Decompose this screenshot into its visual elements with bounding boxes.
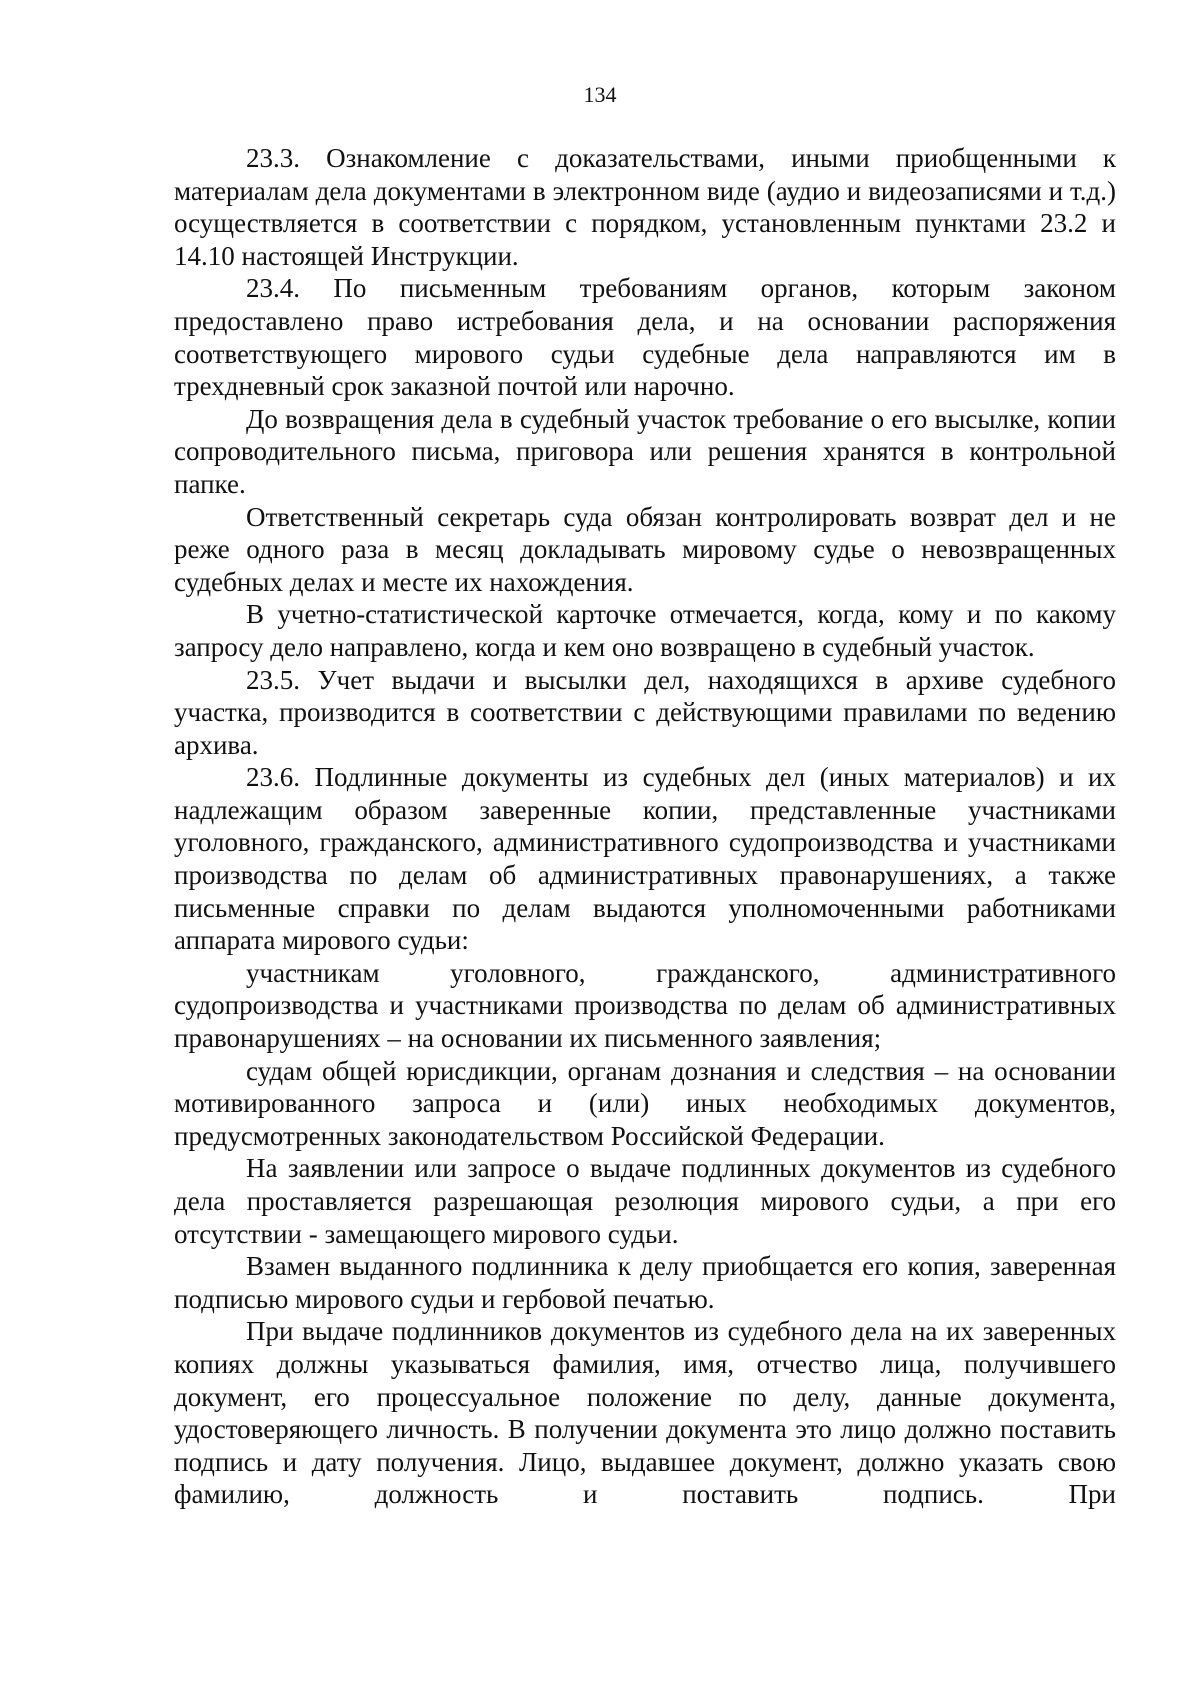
paragraph-23-3: 23.3. Ознакомление с доказательствами, иными приобщенными к материалам дела документами в электронном виде (аудио и видеозаписями и т.д.) осуществляется в соответствии с порядком, установленным пунктами 23.2 и 14.10 настоящей Инструкции. [174, 143, 1116, 271]
paragraph-resolution: На заявлении или запросе о выдаче подлинных документов из судебного дела проставляется разрешающая резолюция мирового судьи, а при его отсутствии - замещающего мирового судьи. [174, 1153, 1116, 1249]
paragraph-copy-attached: Взамен выданного подлинника к делу приобщается его копия, заверенная подписью мирового судьи и гербовой печатью. [174, 1251, 1116, 1314]
paragraph-participants-list-item: участникам уголовного, гражданского, административного судопроизводства и участниками производства по делам об административных правонарушениях – на основании их письменного заявления; [174, 957, 1116, 1054]
paragraph-statistics-card: В учетно-статистической карточке отмечается, когда, кому и по какому запросу дело направлено, когда и кем оно возвращено в судебный участок. [174, 599, 1116, 662]
paragraph-courts-list-item: судам общей юрисдикции, органам дознания и следствия – на основании мотивированного запроса и (или) иных необходимых документов, предусмотренных законодательством Российской Федерации. [174, 1055, 1116, 1151]
paragraph-23-6: 23.6. Подлинные документы из судебных дел (иных материалов) и их надлежащим образом заверенные копии, представленные участниками уголовного, гражданского, административного судопроизводства и участниками производства по делам об административных правонарушениях, а также письменные справки по делам выдаются уполномоченными работниками аппарата мирового судьи: [174, 762, 1116, 956]
paragraph-issuance-details: При выдаче подлинников документов из судебного дела на их заверенных копиях должны указываться фамилия, имя, отчество лица, получившего документ, его процессуальное положение по делу, данные документа, удостоверяющего личность. В получении документа это лицо должно поставить подпись и дату получения. Лицо, выдавшее документ, должно указать свою фамилию, должность и поставить подпись. При [174, 1316, 1116, 1510]
paragraph-secretary-duty: Ответственный секретарь суда обязан контролировать возврат дел и не реже одного раза в месяц докладывать мировому судье о невозвращенных судебных делах и месте их нахождения. [174, 501, 1116, 597]
paragraph-23-5: 23.5. Учет выдачи и высылки дел, находящихся в архиве судебного участка, производится в соответствии с действующими правилами по ведению архива. [174, 664, 1116, 760]
document-body [174, 142, 1116, 1511]
paragraph-return-control: До возвращения дела в судебный участок требование о его высылке, копии сопроводительного письма, приговора или решения хранятся в контрольной папке. [174, 403, 1116, 499]
page-number: 134 [583, 82, 617, 107]
paragraph-23-4: 23.4. По письменным требованиям органов, которым законом предоставлено право истребования дела, и на основании распоряжения соответствующего мирового судьи судебные дела направляются им в трехдневный срок заказной почтой или нарочно. [174, 273, 1116, 402]
